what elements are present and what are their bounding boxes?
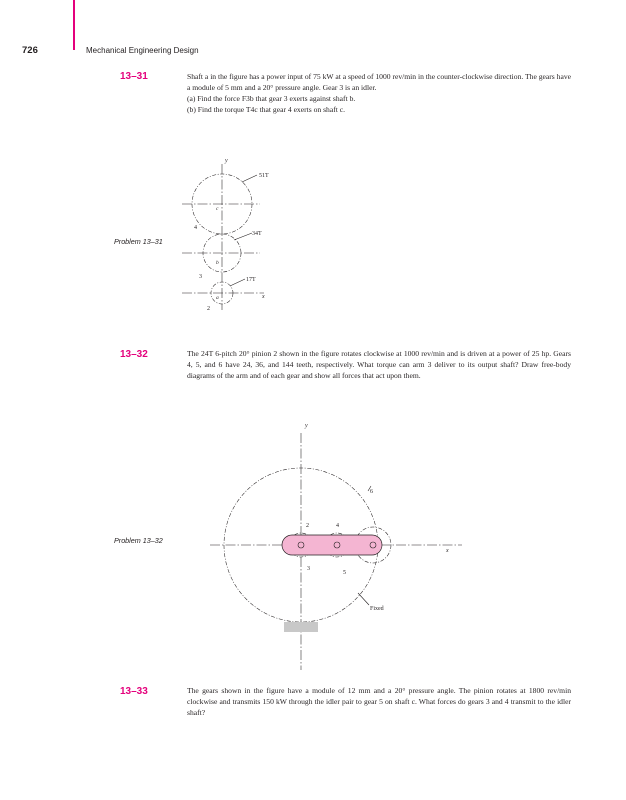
problem-number-13-31: 13–31	[120, 71, 148, 82]
gear-4-label-13-32: 4	[336, 523, 339, 529]
problem-number-13-32: 13–32	[120, 349, 148, 360]
y-label-13-32: y	[305, 423, 308, 429]
ground-block	[284, 622, 318, 632]
pivot-gear-4	[334, 542, 340, 548]
figure-caption-13-31: Problem 13–31	[114, 237, 163, 246]
arm-3	[282, 535, 382, 555]
x-label-13-32: x	[446, 548, 449, 554]
y-label-13-31: y	[225, 158, 228, 164]
label-34t: 34T	[252, 231, 262, 237]
problem-13-31-part-a: (a) Find the force F3b that gear 3 exerts against shaft b.	[187, 93, 356, 103]
problem-13-32-statement: The 24T 6-pitch 20° pinion 2 shown in the figure rotates clockwise at 1000 rev/min and is driven at a power of 25 hp. Gears 4, 5, and 6 have 24, 36, and 144 teeth, respectively. What torque can arm 3 deliver to its output shaft? Draw free-body diagrams of the arm and of each gear and show all forces that act upon them.	[187, 349, 571, 380]
leader-17t	[230, 279, 245, 286]
x-label-13-31: x	[262, 294, 265, 300]
gear-3-label: 3	[199, 274, 202, 280]
leader-fixed	[358, 593, 369, 605]
problem-13-31-part-b: (b) Find the torque T4c that gear 4 exerts on shaft c.	[187, 104, 346, 114]
gear-2-label: 2	[207, 306, 210, 312]
problem-text-13-32	[187, 349, 571, 382]
shaft-c-label: c	[216, 206, 219, 212]
gear-4-label: 4	[194, 225, 197, 231]
figure-caption-13-32: Problem 13–32	[114, 536, 163, 545]
gear-2-label-13-32: 2	[306, 523, 309, 529]
leader-34t	[234, 233, 252, 240]
leader-51t	[242, 175, 257, 182]
margin-rule	[73, 0, 75, 50]
figure-13-31	[170, 150, 290, 320]
label-51t: 51T	[259, 173, 269, 179]
shaft-a-label: a	[216, 295, 219, 301]
problem-text-13-31	[187, 72, 571, 116]
pivot-gear-2	[298, 542, 304, 548]
fixed-label: Fixed	[370, 606, 384, 612]
problem-number-13-33: 13–33	[120, 686, 148, 697]
gear-5-label: 5	[343, 570, 346, 576]
arm-3-label: 3	[307, 566, 310, 572]
running-title: Mechanical Engineering Design	[86, 46, 199, 55]
label-17t: 17T	[246, 277, 256, 283]
shaft-b-label: b	[216, 260, 219, 266]
page-number: 726	[22, 45, 38, 56]
problem-13-31-statement: Shaft a in the figure has a power input of 75 kW at a speed of 1000 rev/min in the counter-clockwise direction. The gears have a module of 5 mm and a 20° pressure angle. Gear 3 is an idler.	[187, 72, 571, 92]
problem-13-33-statement: The gears shown in the figure have a module of 12 mm and a 20° pressure angle. The pinion rotates at 1800 rev/min clockwise and transmits 150 kW through the idler pair to gear 5 on shaft c. What forces do gears 3 and 4 transmit to the idler shaft?	[187, 686, 571, 717]
pivot-gear-5	[370, 542, 376, 548]
figure-13-32	[200, 415, 470, 675]
gear-6-label: 6	[370, 489, 373, 495]
problem-text-13-33	[187, 686, 571, 719]
